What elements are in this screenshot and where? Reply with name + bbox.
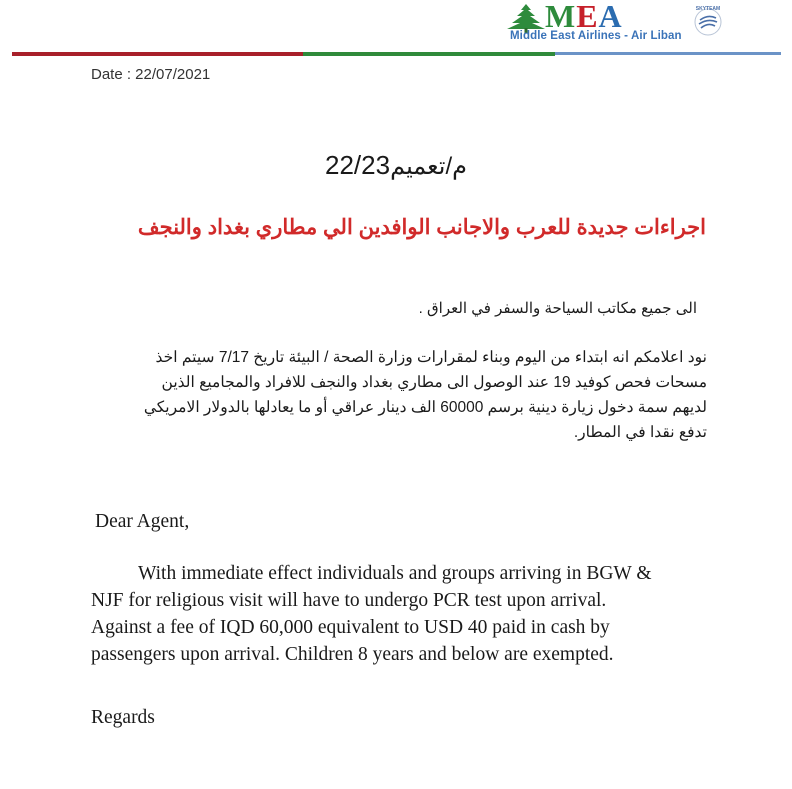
english-body-line: NJF for religious visit will have to undergo PCR test upon arrival.: [91, 590, 607, 611]
mea-letter-e: E: [576, 0, 599, 34]
header-rule-red: [12, 52, 303, 56]
mea-letter-a: A: [598, 0, 623, 34]
skyteam-logo-icon: [690, 4, 726, 40]
mea-letter-m: M: [545, 0, 577, 34]
english-body-line: Against a fee of IQD 60,000 equivalent to USD 40 paid in cash by: [91, 617, 610, 638]
mea-logo: [505, 2, 735, 44]
header-rule-blue: [555, 52, 781, 55]
circular-number-value: 22/23: [325, 150, 391, 180]
header-rule-green: [303, 52, 555, 56]
arabic-body-line: لديهم سمة دخول زيارة دينية برسم 60000 الف دينار عراقي أو ما يعادلها بالدولار الامريكي: [143, 399, 707, 416]
circular-prefix: م/تعميم: [390, 153, 467, 180]
closing: Regards: [91, 707, 155, 728]
document-date: Date : 22/07/2021: [91, 66, 211, 83]
skyteam-text: SKYTEAM: [695, 6, 721, 12]
arabic-addressee: الى جميع مكاتب السياحة والسفر في العراق .: [418, 300, 697, 317]
english-body: [91, 560, 731, 668]
english-body-line: With immediate effect individuals and groups arriving in BGW &: [138, 563, 652, 584]
arabic-body-line: نود اعلامكم انه ابتداء من اليوم وبناء لمقرارات وزارة الصحة / البيئة تاريخ 7/17 سيتم اخذ: [155, 349, 707, 366]
arabic-body: [87, 345, 707, 445]
arabic-title: اجراءات جديدة للعرب والاجانب الوافدين الي مطاري بغداد والنجف: [137, 216, 706, 239]
arabic-body-line: تدفع نقدا في المطار.: [573, 424, 707, 441]
mea-wordmark: [545, 0, 623, 32]
circular-number: [0, 150, 792, 181]
airline-name: Middle East Airlines - Air Liban: [510, 30, 682, 42]
greeting: Dear Agent,: [95, 511, 190, 532]
english-body-line: passengers upon arrival. Children 8 years and below are exempted.: [91, 644, 614, 665]
arabic-body-line: مسحات فحص كوفيد 19 عند الوصول الى مطاري بغداد والنجف للافراد والمجاميع الذين: [161, 374, 707, 391]
